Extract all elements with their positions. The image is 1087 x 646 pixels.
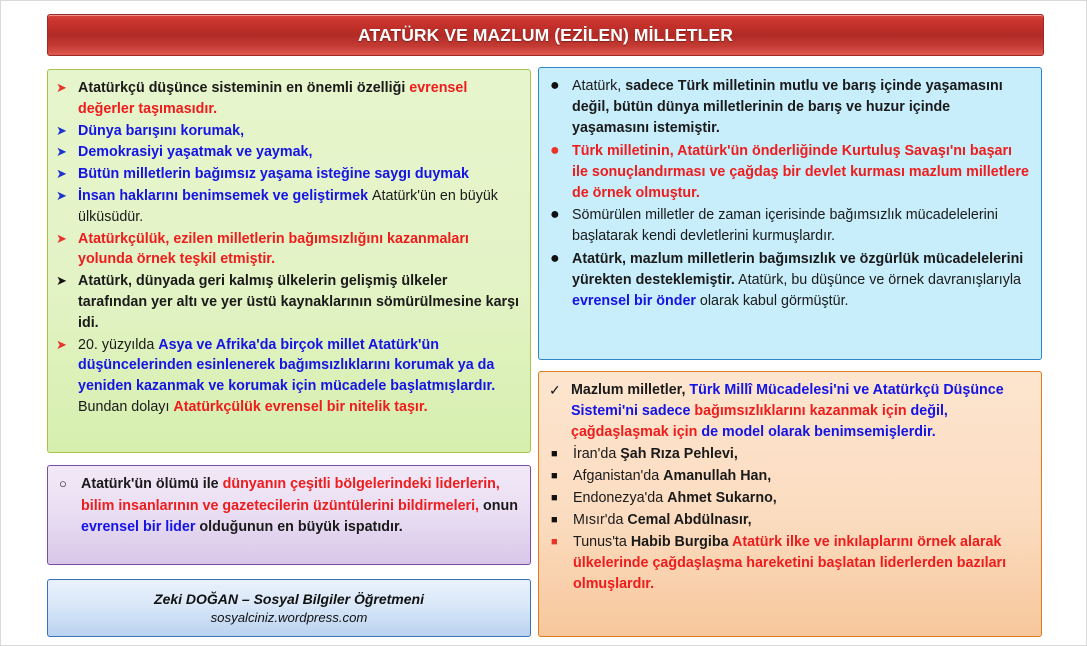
- peach-content-box: [538, 371, 1042, 637]
- text-run: Sömürülen milletler de zaman içerisinde bağımsızlık mücadelelerini başlatarak kendi devletlerini kurmuşlardır.: [572, 207, 998, 245]
- text-run: evrensel bir önder: [572, 293, 696, 310]
- list-item-text: [81, 474, 520, 539]
- square-bullet-icon: ■: [551, 536, 558, 548]
- text-run: İnsan haklarını benimsemek ve geliştirmek: [78, 187, 373, 204]
- list-item-text: [572, 249, 1031, 313]
- text-run: Atatürkçü düşünce sisteminin en önemli özelliği: [78, 80, 410, 96]
- cyan-content-box: [538, 67, 1042, 360]
- list-item: [547, 76, 1031, 140]
- list-item: [56, 229, 520, 271]
- list-item: [56, 78, 520, 120]
- text-run: Afganistan'da: [573, 468, 664, 484]
- list-item: [547, 488, 1031, 509]
- text-run: Bundan dolayı: [78, 398, 174, 415]
- list-item-text: [572, 76, 1031, 140]
- list-item: [547, 141, 1031, 205]
- text-run: Türk Millî Mücadelesi'ni ve Atatürkçü Düşünce Sistemi'ni sadece: [571, 382, 1004, 419]
- text-run: Atatürk ilke ve inkılaplarını örnek alarak ülkelerinde çağdaşlaşma hareketini başlatan liderlerden bazıları olmuşlardır.: [573, 534, 1007, 592]
- slide-title-banner: [47, 14, 1044, 56]
- text-run: Atatürkçülük evrensel bir nitelik taşır.: [173, 398, 428, 415]
- text-run: Atatürk'ün en büyük ülküsüdür.: [78, 187, 498, 225]
- text-run: evrensel bir lider: [81, 519, 196, 535]
- list-item: [547, 466, 1031, 487]
- text-run: olarak kabul görmüştür.: [695, 293, 849, 310]
- list-item: [56, 142, 520, 163]
- list-item: [547, 532, 1031, 595]
- lavender-content-box: [47, 465, 531, 565]
- list-item-text: [78, 335, 520, 418]
- list-item-text: [571, 380, 1031, 443]
- list-item: [547, 510, 1031, 531]
- text-run: çağdaşlaşmak için: [571, 424, 698, 440]
- list-item: [56, 335, 520, 418]
- list-item-text: [573, 444, 1031, 465]
- text-run: sadece Türk milletinin mutlu ve barış içinde yaşamasını değil, bütün dünya milletlerinin de barış ve huzur içinde yaşamasını istemiştir.: [572, 78, 1003, 137]
- text-run: bağımsızlıklarını kazanmak için: [694, 403, 907, 419]
- list-item-text: [572, 141, 1031, 205]
- text-run: İran'da: [573, 446, 621, 462]
- list-item: [56, 271, 520, 333]
- text-run: Dünya barışını korumak,: [78, 122, 245, 139]
- text-run: Türk milletinin, Atatürk'ün önderliğinde Kurtuluş Savaşı'nı başarı ile sonuçlandırması ve çağdaş bir devlet kurması mazlum milletlere de örnek olmuştur.: [572, 142, 1029, 202]
- text-run: dünyanın çeşitli bölgelerindeki liderlerin, bilim insanlarının ve gazetecilerin üzüntülerini bildirmeleri,: [81, 476, 500, 514]
- list-item: [56, 474, 520, 539]
- text-run: Demokrasiyi yaşatmak ve yaymak,: [78, 144, 313, 161]
- text-run: Endonezya'da: [573, 490, 668, 506]
- text-run: Mısır'da: [573, 512, 628, 528]
- arrow-right-icon: ➤: [56, 187, 67, 203]
- text-run: olduğunun en büyük ispatıdır.: [195, 519, 403, 535]
- bullet-dot-icon: ●: [550, 249, 560, 267]
- square-bullet-icon: ■: [551, 448, 558, 460]
- list-item: [56, 186, 520, 228]
- list-item-text: [572, 205, 1031, 247]
- text-run: Mazlum milletler,: [571, 382, 690, 398]
- author-name: Zeki DOĞAN – Sosyal Bilgiler Öğretmeni: [154, 591, 424, 607]
- text-run: değil,: [906, 403, 948, 419]
- list-item: [547, 205, 1031, 247]
- text-run: Atatürk, dünyada geri kalmış ülkelerin gelişmiş ülkeler tarafından yer altı ve yer üstü kaynaklarının sömürülmesine karşı idi.: [78, 273, 520, 331]
- list-item: [56, 164, 520, 185]
- list-item-text: [78, 78, 520, 120]
- arrow-right-icon: ➤: [56, 230, 67, 246]
- list-item-text: [573, 466, 1031, 487]
- text-run: Tunus'ta: [573, 534, 631, 550]
- text-run: Bütün milletlerin bağımsız yaşama isteğine saygı duymak: [78, 166, 469, 183]
- text-run: evrensel değerler taşımasıdır.: [78, 80, 468, 117]
- list-item-text: [78, 186, 520, 228]
- list-item-text: [78, 142, 520, 163]
- cyan-bullet-list: [547, 76, 1031, 312]
- text-run: Cemal Abdülnasır,: [627, 512, 752, 528]
- bullet-dot-icon: ●: [550, 141, 560, 159]
- list-item: [547, 380, 1031, 443]
- peach-bullet-list: [547, 380, 1031, 595]
- list-item: [547, 444, 1031, 465]
- checkmark-icon: ✓: [549, 382, 561, 398]
- text-run: Şah Rıza Pehlevi,: [620, 446, 738, 462]
- list-item-text: [78, 121, 520, 142]
- text-run: Habib Burgiba: [630, 534, 729, 550]
- arrow-right-icon: ➤: [56, 80, 67, 95]
- text-run: Asya ve Afrika'da birçok millet Atatürk'ün düşüncelerinden esinlenerek bağımsızlıklarını korumak ya da yeniden kazanmak ve korumak için mücadele başlatmışlardır.: [78, 336, 496, 395]
- bullet-dot-icon: ●: [550, 206, 560, 224]
- list-item-text: [78, 164, 520, 185]
- text-run: Atatürk,: [572, 78, 626, 94]
- page-title: ATATÜRK VE MAZLUM (EZİLEN) MİLLETLER: [358, 24, 733, 45]
- green-bullet-list: [56, 78, 520, 418]
- author-website: sosyalciniz.wordpress.com: [210, 610, 368, 625]
- text-run: Amanullah Han,: [663, 468, 772, 484]
- arrow-right-icon: ➤: [56, 144, 67, 160]
- text-run: onun: [479, 497, 518, 514]
- author-credit-box: [47, 579, 531, 637]
- lavender-bullet-list: [56, 474, 520, 539]
- text-run: Atatürk, bu düşünce ve örnek davranışlarıyla: [734, 271, 1022, 288]
- hollow-circle-icon: ○: [59, 476, 67, 491]
- text-run: Atatürkçülük, ezilen milletlerin bağımsızlığını kazanmaları yolunda örnek teşkil etmiştir.: [78, 230, 469, 268]
- arrow-right-icon: ➤: [56, 166, 67, 182]
- text-run: 20. yüzyılda: [78, 336, 159, 353]
- arrow-right-icon: ➤: [56, 336, 67, 352]
- text-run: de model olarak benimsemişlerdir.: [697, 424, 936, 440]
- square-bullet-icon: ■: [551, 492, 558, 504]
- arrow-right-icon: ➤: [56, 122, 67, 138]
- list-item-text: [573, 532, 1031, 595]
- list-item-text: [573, 510, 1031, 531]
- list-item-text: [78, 229, 520, 271]
- list-item: [56, 121, 520, 142]
- text-run: Atatürk, mazlum milletlerin bağımsızlık ve özgürlük mücadelelerini yürekten desteklemiştir.: [572, 250, 1024, 288]
- text-run: Atatürk'ün ölümü ile: [81, 476, 223, 492]
- bullet-dot-icon: ●: [550, 77, 560, 94]
- square-bullet-icon: ■: [551, 470, 558, 482]
- square-bullet-icon: ■: [551, 514, 558, 526]
- green-content-box: [47, 69, 531, 453]
- list-item-text: [573, 488, 1031, 509]
- list-item: [547, 249, 1031, 313]
- list-item-text: [78, 271, 520, 333]
- text-run: Ahmet Sukarno,: [667, 490, 777, 506]
- arrow-right-icon: ➤: [56, 273, 67, 289]
